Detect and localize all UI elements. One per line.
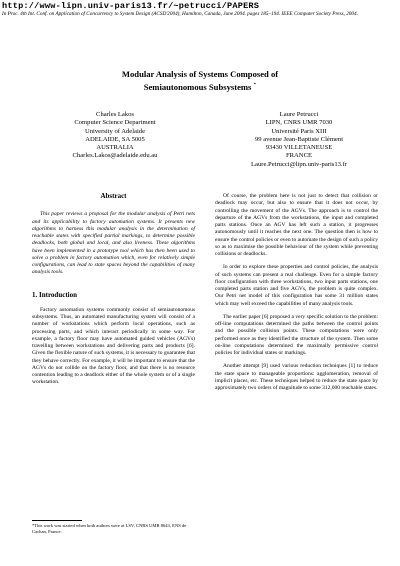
author-country: AUSTRALIA [96, 144, 134, 152]
body-paragraph: Of course, the problem here is not just to detect that collision or deadlock may occur, but also to ensure that it does not occur, by controlling the movement of the AGVs. The approach is to control the departure of the AGVs from the workstations, the input and completed parts stations. Once an AGV has left such a station, it progresses autonomously until it reaches the next one. The question then is how to ensure the control policies or even to automate the design of such a policy so as to maximise the possible behaviour of the system while preventing collisions or deadlocks. [215, 193, 378, 257]
body-paragraph: In order to explore these properties and control policies, the analysis of such systems can present a real challenge. Even for a simple factory floor configuration with three workstations, two input parts stations, one completed parts station and five AGVs, the problem is quite complex. Our Petri net model of this configuration has some 31 million states which may well exceed the capabilities of many analysis tools. [215, 264, 378, 307]
author-city: ADELAIDE, SA 5005 [85, 135, 145, 143]
author-country: FRANCE [285, 152, 312, 160]
body-paragraph: Another attempt [9] used various reduction techniques [1] to reduce the state space to manageable proportions: agglomeration, removal of implicit places, etc. These techniques helped to reduce the state space by approximately two orders of magnitude to some 312,000 reachable states. [215, 363, 378, 391]
body-paragraph: The earlier paper [6] proposed a very specific solution to the problem: off-line computations determined the paths between the control points and the possible collision points. These computations were only performed once as they identified the structure of the system. Then some on-line computations determined the maximally permissive control policies for individual states or markings. [215, 313, 378, 356]
title-line-2 [0, 80, 400, 93]
footnote-rule [32, 520, 82, 521]
author-name: Laure Petrucci [279, 111, 319, 118]
footnote [32, 520, 195, 535]
author-street: 99 avenue Jean-Baptiste Clément [254, 135, 344, 143]
author-department: Computer Science Department [74, 119, 156, 127]
paper-title [0, 69, 400, 93]
abstract-text: This paper reviews a proposal for the modular analysis of Petri nets and its applicability to factory automation systems. It presents new algorithms to harness this modular analysis in the determination of reachable states with specified partial markings, to determine possible deadlocks, both global and local, and also liveness. These algorithms have been implemented in a prototype tool which has then been used to solve a problem in factory automation which, even for relatively simple configurations, can lead to state spaces beyond the capabilities of many analysis tools. [32, 211, 195, 276]
publication-info: In Proc. 4th Int. Conf. on Application of Concurrency to System Design (ACSD'2004), Hamilton, Canada, June 2004. pages 185–194. IEEE Computer Society Press, 2004. [2, 11, 358, 17]
author-lab: LIPN, CNRS UMR 7030 [265, 119, 333, 127]
author-email[interactable]: Charles.Lakos@adelaide.edu.au [72, 152, 158, 160]
section-heading-introduction: 1. Introduction [32, 290, 77, 299]
author-university: University of Adelaide [84, 127, 146, 135]
author-name: Charles Lakos [96, 111, 134, 118]
intro-paragraph: Factory automation systems commonly consist of semiautonomous subsystems. Thus, an automated manufacturing system will consist of a number of workstations which perform local operations, such as processing parts, and which interact periodically in some way. For example, a factory floor may have automated guided vehicles (AGVs) travelling between workstations and delivering parts and products [6]. Given the flexible nature of such systems, it is necessary to guarantee that they behave correctly. For example, it will be important to ensure that the AGVs do not collide on the factory floor, and that there is no resource contention leading to a deadlock either of the whole system or of a single workstation. [32, 306, 195, 386]
abstract-heading: Abstract [100, 192, 127, 200]
footnote-text: *This work was started when both authors were at LSV, CNRS UMR 8643, ENS de Cachan, France. [32, 523, 187, 534]
left-column [32, 193, 195, 393]
title-line-2-text: Semiautonomous Subsystems [143, 81, 252, 92]
title-line-1: Modular Analysis of Systems Composed of [121, 69, 279, 79]
right-column [215, 193, 378, 398]
author-email[interactable]: Laure.Petrucci@lipn.univ-paris13.fr [251, 160, 347, 168]
author-petrucci [214, 111, 384, 169]
author-lakos [30, 111, 200, 161]
author-city: 93430 VILLETANEUSE [265, 144, 333, 152]
header-url[interactable]: http://www-lipn.univ-paris13.fr/~petrucci/PAPERS [2, 1, 260, 11]
title-footnote-marker: * [253, 82, 257, 88]
author-university: Université Paris XIII [271, 127, 327, 135]
